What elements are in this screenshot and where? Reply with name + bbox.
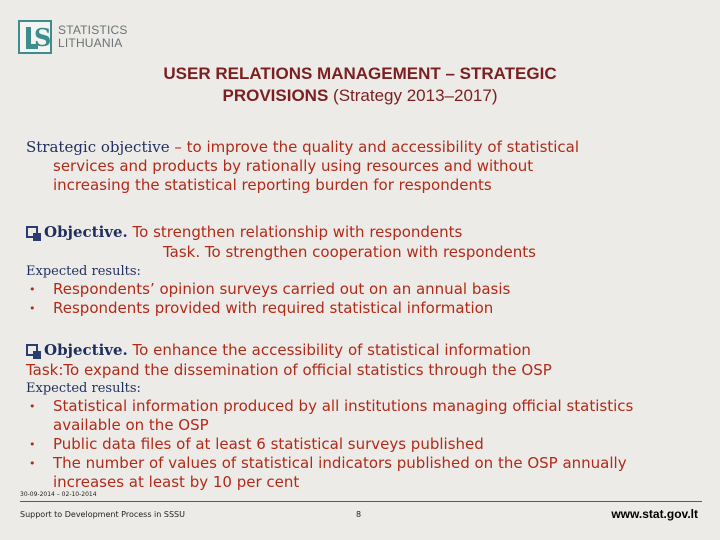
strategic-objective-label: Strategic objective [26, 138, 170, 156]
page-number: 8 [356, 510, 362, 519]
logo-line-1: STATISTICS [58, 23, 128, 37]
footer-date: 30-09-2014 – 02-10-2014 [20, 491, 97, 498]
objective-1-block [26, 222, 706, 318]
checkbox-bullet-icon [26, 344, 38, 356]
footer-caption: Support to Development Process in SSSU [20, 510, 185, 519]
list-item: • The number of values of statistical indicators published on the OSP annually increases at least by 10 per cent [26, 454, 686, 492]
objective-2-results [26, 397, 686, 492]
objective-2-label: Objective. [44, 341, 128, 359]
objective-1-task: Task. To strengthen cooperation with respondents [163, 243, 536, 261]
objective-2-block [26, 340, 706, 492]
strategic-objective-line-2: services and products by rationally using resources and without [53, 157, 534, 175]
footer-divider [20, 501, 702, 502]
logo-line-2: LITHUANIA [58, 36, 123, 50]
objective-1-text: To strengthen relationship with respondents [127, 223, 463, 241]
list-item: • Respondents’ opinion surveys carried out on an annual basis [26, 280, 706, 299]
objective-2-text: To enhance the accessibility of statistical information [127, 341, 531, 359]
title-line-2-rest: (Strategy 2013–2017) [328, 86, 498, 105]
checkbox-bullet-icon [26, 226, 38, 238]
objective-1-label: Objective. [44, 223, 128, 241]
list-item: • Public data files of at least 6 statistical surveys published [26, 435, 686, 454]
strategic-objective-line-1: – to improve the quality and accessibility of statistical [169, 138, 580, 156]
statistics-lithuania-logo [18, 18, 128, 56]
logo-text [58, 24, 128, 50]
title-line-1: USER RELATIONS MANAGEMENT – STRATEGIC [163, 64, 557, 83]
title-line-2-bold: PROVISIONS [222, 86, 329, 105]
page-title [60, 63, 660, 107]
objective-1-expected-label: Expected results: [26, 264, 141, 279]
footer-url: www.stat.gov.lt [611, 507, 698, 521]
objective-2-task: Task:To expand the dissemination of official statistics through the OSP [26, 361, 552, 379]
logo-mark-icon: S [18, 20, 52, 54]
strategic-objective-block [26, 138, 706, 195]
list-item: • Respondents provided with required statistical information [26, 299, 706, 318]
list-item: • Statistical information produced by all institutions managing official statistics available on the OSP [26, 397, 686, 435]
objective-2-expected-label: Expected results: [26, 381, 141, 396]
strategic-objective-line-3: increasing the statistical reporting burden for respondents [53, 176, 492, 194]
objective-1-results [26, 280, 706, 318]
